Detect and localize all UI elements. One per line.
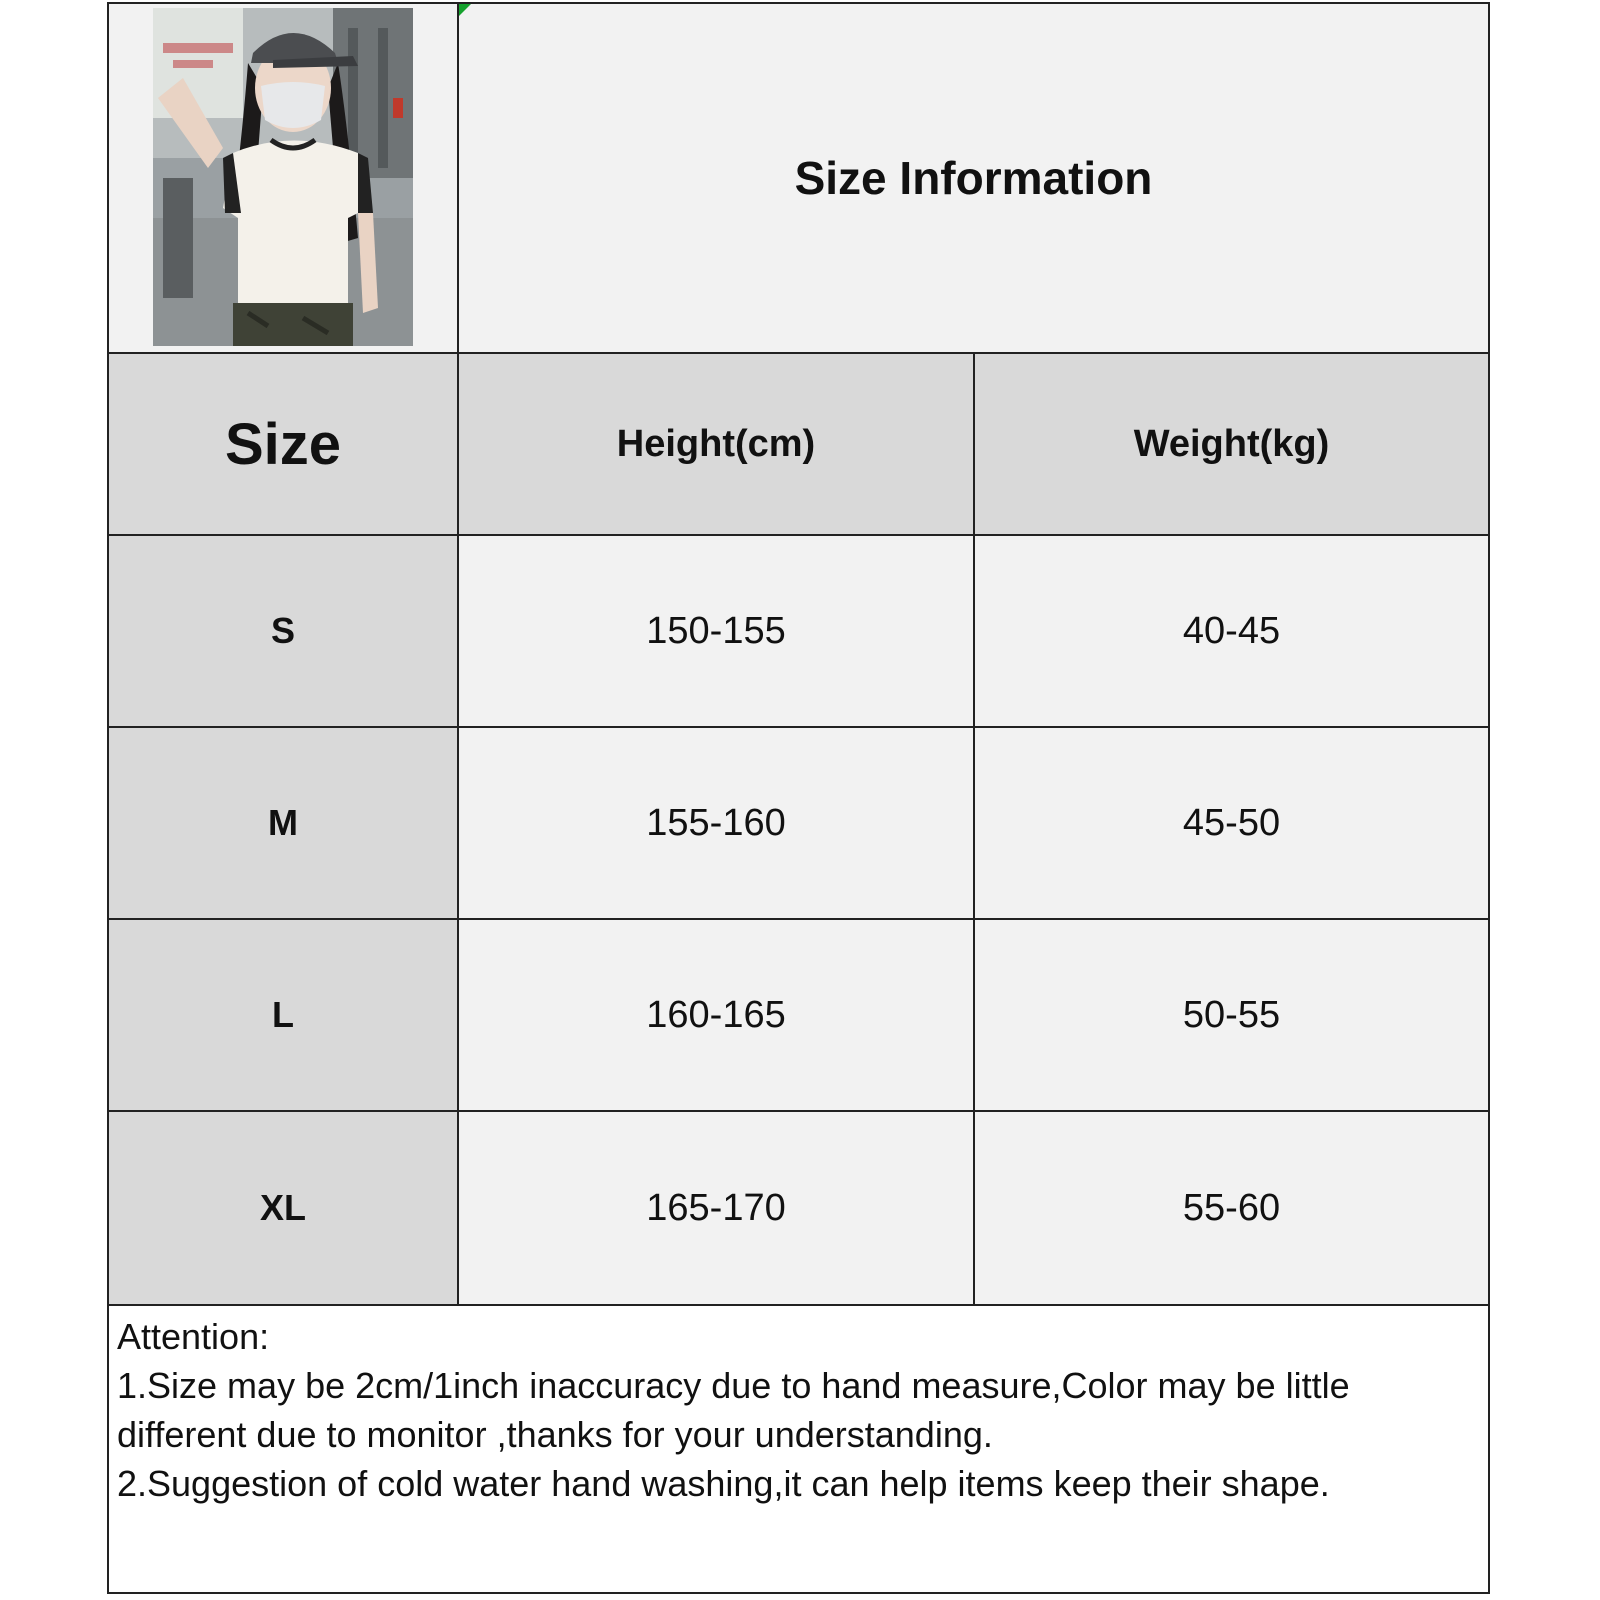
attention-notes bbox=[109, 1306, 1488, 1592]
table-row-height-cell bbox=[459, 1112, 973, 1304]
table-row-weight-cell bbox=[975, 536, 1488, 726]
column-header-height bbox=[459, 354, 973, 534]
table-row-height-cell bbox=[459, 728, 973, 918]
cell-marker-icon bbox=[459, 4, 471, 16]
column-header-height-label: Height(cm) bbox=[616, 422, 816, 465]
product-photo-cell bbox=[109, 4, 459, 352]
size-information-title bbox=[459, 4, 1488, 352]
height-value: 150-155 bbox=[646, 609, 786, 652]
size-label: M bbox=[268, 802, 298, 843]
weight-value: 40-45 bbox=[1182, 609, 1281, 652]
column-header-size bbox=[109, 354, 457, 534]
product-photo bbox=[153, 8, 413, 346]
height-value: 160-165 bbox=[646, 993, 786, 1036]
title-text: Size Information bbox=[794, 152, 1153, 204]
table-row-height-cell bbox=[459, 536, 973, 726]
size-label: S bbox=[270, 610, 295, 651]
height-value: 155-160 bbox=[646, 801, 786, 844]
table-row-weight-cell bbox=[975, 920, 1488, 1110]
weight-value: 45-50 bbox=[1182, 801, 1281, 844]
table-row-size-cell bbox=[109, 920, 457, 1110]
attention-note-1: 1.Size may be 2cm/1inch inaccuracy due to hand measure,Color may be little different due to monitor ,thanks for your understanding. bbox=[117, 1365, 1350, 1455]
column-header-weight bbox=[975, 354, 1488, 534]
table-row-size-cell bbox=[109, 1112, 457, 1304]
table-row-size-cell bbox=[109, 728, 457, 918]
size-label: XL bbox=[259, 1187, 306, 1228]
table-row-height-cell bbox=[459, 920, 973, 1110]
table-row-weight-cell bbox=[975, 728, 1488, 918]
column-header-weight-label: Weight(kg) bbox=[1133, 422, 1330, 465]
table-row-weight-cell bbox=[975, 1112, 1488, 1304]
column-header-size-label: Size bbox=[224, 411, 342, 477]
weight-value: 55-60 bbox=[1182, 1186, 1281, 1229]
size-label: L bbox=[272, 994, 294, 1035]
size-chart bbox=[107, 2, 1490, 1594]
attention-heading: Attention: bbox=[117, 1316, 270, 1357]
attention-note-2: 2.Suggestion of cold water hand washing,it can help items keep their shape. bbox=[117, 1463, 1330, 1504]
weight-value: 50-55 bbox=[1182, 993, 1281, 1036]
height-value: 165-170 bbox=[646, 1186, 786, 1229]
table-row-size-cell bbox=[109, 536, 457, 726]
